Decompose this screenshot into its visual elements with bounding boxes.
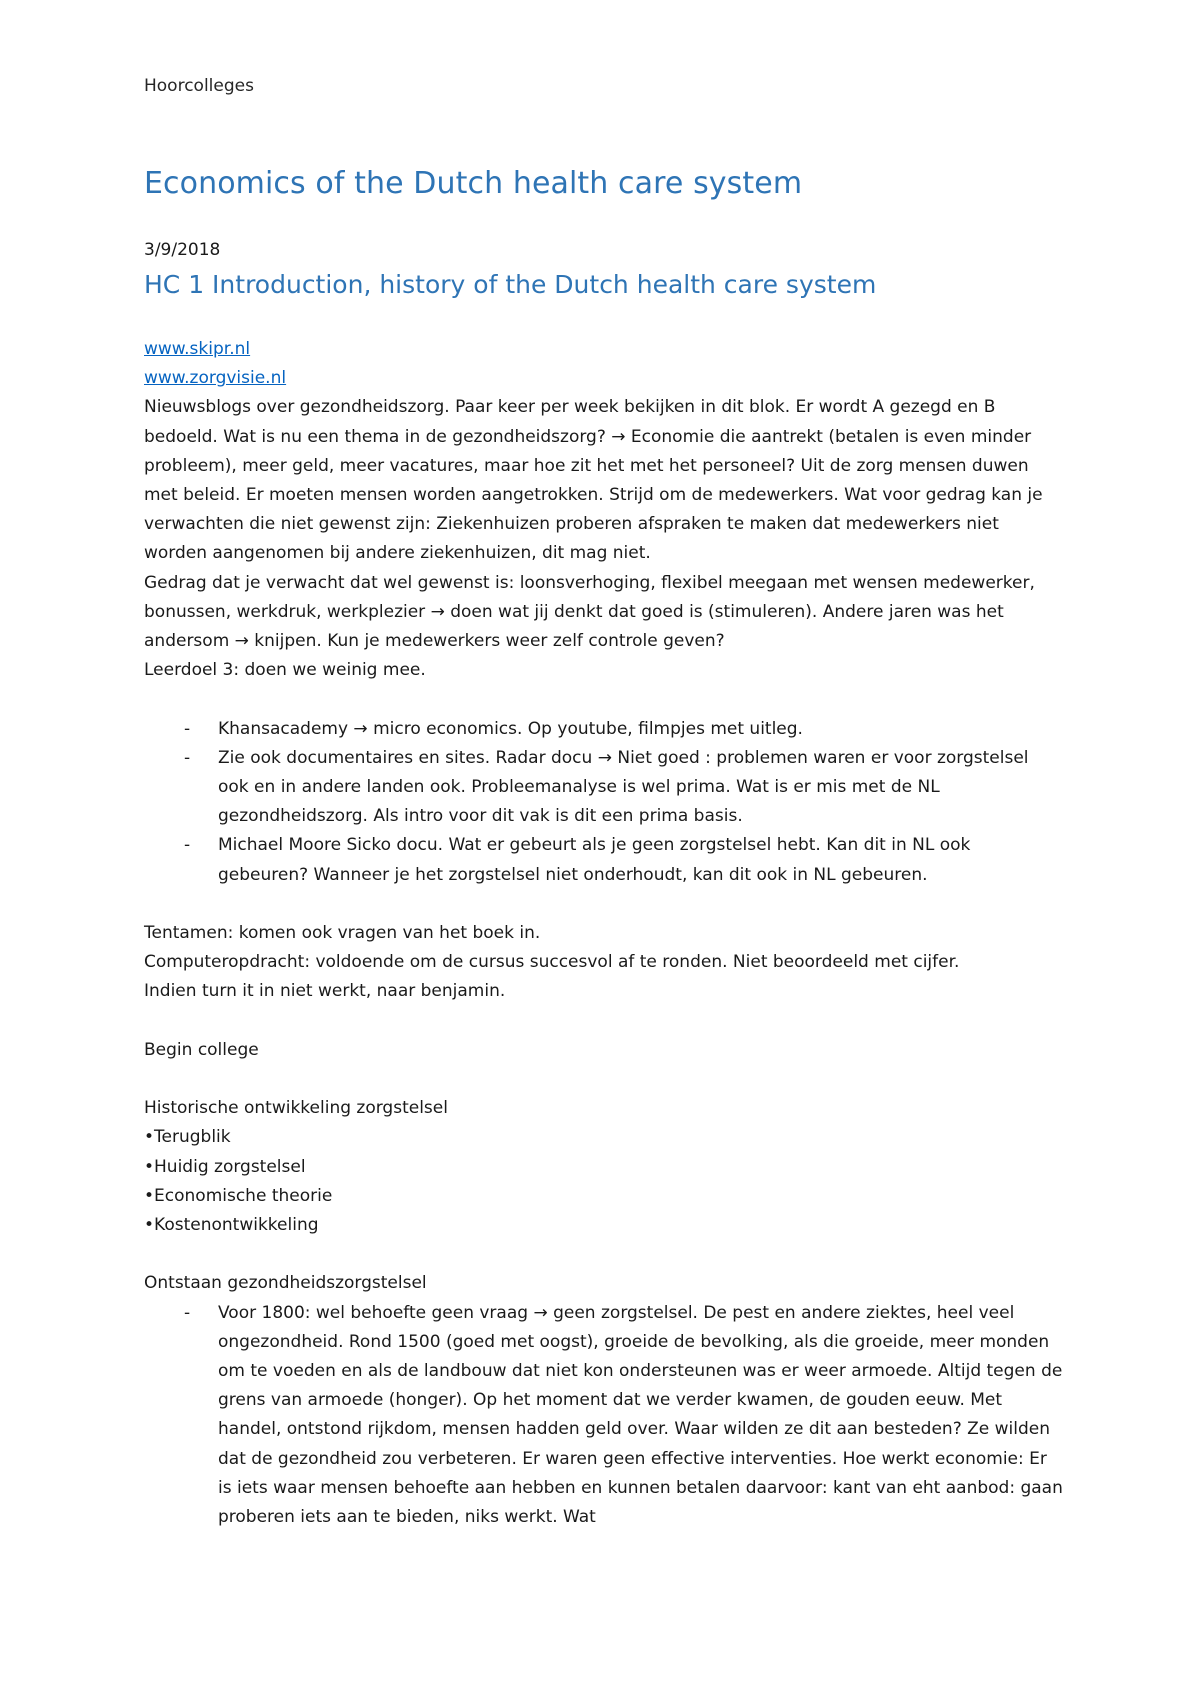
intro-paragraph-1: Nieuwsblogs over gezondheidszorg. Paar keer per week bekijken in dit blok. Er wordt A gezegd en B bedoeld. Wat is nu een thema in de gezondheidszorg? → Economie die aantrekt (betalen is even minder probleem), meer geld, meer vacatures, maar hoe zit het met het personeel? Uit de zorg mensen duwen met beleid. Er moeten mensen worden aangetrokken. Strijd om de medewerkers. Wat voor gedrag kan je verwachten die niet gewenst zijn: Ziekenhuizen proberen afspraken te maken dat medewerkers niet worden aangenomen bij andere ziekenhuizen, dit mag niet. <box>144 397 1043 564</box>
origin-heading: Ontstaan gezondheidszorgstelsel <box>144 1273 427 1294</box>
dash-bullet: - <box>184 747 191 768</box>
history-item: •Huidig zorgstelsel <box>144 1156 306 1177</box>
dash-bullet: - <box>184 1302 191 1323</box>
history-item: •Terugblik <box>144 1127 231 1148</box>
exam-line-1: Tentamen: komen ook vragen van het boek in. <box>144 923 541 944</box>
intro-paragraph-3: Leerdoel 3: doen we weinig mee. <box>144 660 426 681</box>
lecture-heading: HC 1 Introduction, history of the Dutch health care system <box>144 270 877 299</box>
document-body <box>144 335 1064 1532</box>
link-skipr[interactable]: www.skipr.nl <box>144 339 251 359</box>
history-heading: Historische ontwikkeling zorgstelsel <box>144 1098 448 1119</box>
list-item: - Zie ook documentaires en sites. Radar docu → Niet goed : problemen waren er voor zorgstelsel ook en in andere landen ook. Probleemanalyse is wel prima. Wat is er mis met de NL gezondheidszorg. Als intro voor dit vak is dit een prima basis. <box>144 744 1064 832</box>
list-item: - Michael Moore Sicko docu. Wat er gebeurt als je geen zorgstelsel hebt. Kan dit in NL ook gebeuren? Wanneer je het zorgstelsel niet onderhoudt, kan dit ook in NL gebeuren. <box>144 831 1064 889</box>
exam-line-3: Indien turn it in niet werkt, naar benjamin. <box>144 981 506 1002</box>
page-header: Hoorcolleges <box>144 76 254 96</box>
list-item: - Khansacademy → micro economics. Op youtube, filmpjes met uitleg. <box>144 715 1064 744</box>
begin-college: Begin college <box>144 1039 259 1060</box>
origin-list <box>144 1299 1064 1533</box>
exam-line-2: Computeropdracht: voldoende om de cursus succesvol af te ronden. Niet beoordeeld met cijfer. <box>144 952 960 973</box>
resources-list <box>144 715 1064 890</box>
dash-bullet: - <box>184 718 191 739</box>
intro-paragraph-2: Gedrag dat je verwacht dat wel gewenst is: loonsverhoging, flexibel meegaan met wensen medewerker, bonussen, werkdruk, werkplezier → doen wat jij denkt dat goed is (stimuleren). Andere jaren was het andersom → knijpen. Kun je medewerkers weer zelf controle geven? <box>144 572 1035 652</box>
link-zorgvisie[interactable]: www.zorgvisie.nl <box>144 368 287 389</box>
list-item: - Voor 1800: wel behoefte geen vraag → geen zorgstelsel. De pest en andere ziektes, heel veel ongezondheid. Rond 1500 (goed met oogst), groeide de bevolking, als die groeide, meer monden om te voeden en als de landbouw dat niet kon ondersteunen was er weer armoede. Altijd tegen de grens van armoede (honger). Op het moment dat we verder kwamen, de gouden eeuw. Met handel, ontstond rijkdom, mensen hadden geld over. Waar wilden ze dit aan besteden? Ze wilden dat de gezondheid zou verbeteren. Er waren geen effective interventies. Hoe werkt economie: Er is iets waar mensen behoefte aan hebben en kunnen betalen daarvoor: kant van eht aanbod: gaan proberen iets aan te bieden, niks werkt. Wat <box>144 1299 1064 1533</box>
document-title: Economics of the Dutch health care system <box>144 166 803 201</box>
history-item: •Kostenontwikkeling <box>144 1215 319 1236</box>
lecture-date: 3/9/2018 <box>144 240 221 260</box>
history-item: •Economische theorie <box>144 1185 333 1206</box>
dash-bullet: - <box>184 835 191 856</box>
